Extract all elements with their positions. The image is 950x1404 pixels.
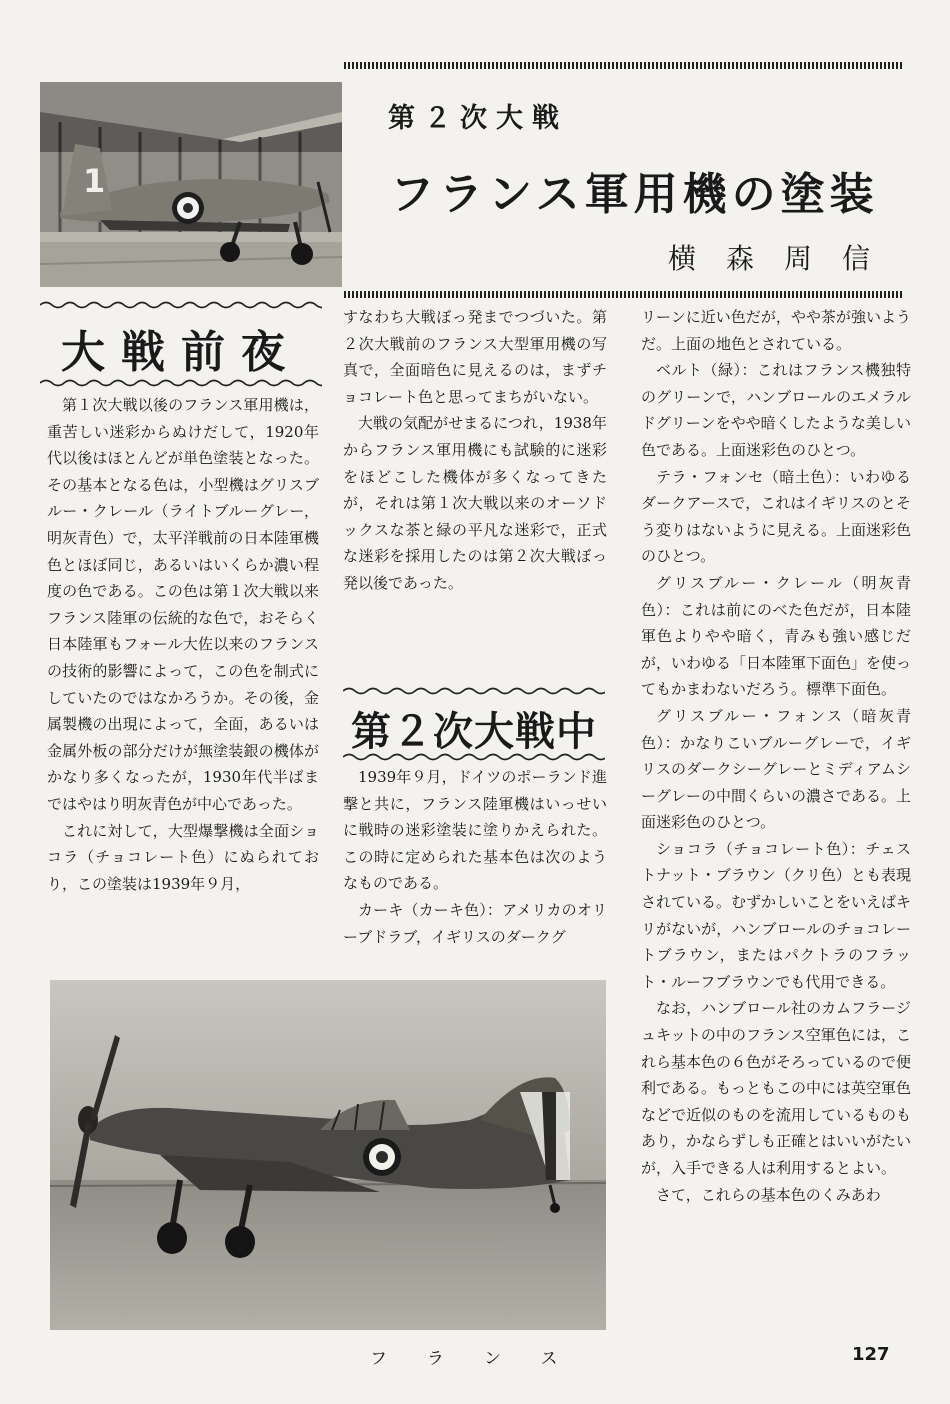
paragraph: すなわち大戦ぼっ発までつづいた。第２次大戦前のフランス大型軍用機の写真で，全面暗色に見えるのは，まずチョコレート色と思ってまちがいない。: [343, 308, 607, 406]
paragraph: 1939年９月，ドイツのポーランド進撃と共に，フランス陸軍機はいっせいに戦時の迷彩塗装に塗りかえられた。この時に定められた基本色は次のようなものである。: [343, 768, 607, 893]
wavy-rule-top: [40, 300, 322, 310]
author-name: 横森周信: [668, 242, 901, 275]
wavy-rule-bottom: [343, 752, 605, 762]
paragraph: さて，これらの基本色のくみあわ: [656, 1185, 881, 1204]
paragraph: リーンに近い色だが，やや茶が強いようだ。上面の地色とされている。: [641, 308, 911, 353]
section-heading-text: 第２次大戦中: [351, 708, 597, 755]
paragraph: グリスブルー・フォンス（暗灰青色）：かなりこいブルーグレーで，イギリスのダークシーグレーとミディアムシーグレーの中間くらいの濃さである。上面迷彩色のひとつ。: [641, 706, 912, 832]
paragraph: これに対して，大型爆撃機は全面ショコラ（チョコレート色）にぬられており，この塗装は1939年９月，: [47, 821, 319, 893]
section-heading-text: 大戦前夜: [61, 327, 301, 378]
paragraph: 第１次大戦以後のフランス軍用機は，重苦しい迷彩からぬけだして，1920年代以後はほとんどが単色塗装となった。その基本となる色は，小型機はグリスブルー・クレール（ライトブルーグレー，明灰青色）で，太平洋戦前の日本陸軍機色とほぼ同じ，あるいはいくらか濃い程度の色である。この色は第１次大戦以来フランス陸軍の伝統的な色で，おそらく日本陸軍もフォール大佐以来のフランスの技術的影響によって，この色を制式にしていたのではなかろうか。その後，金属製機の出現によって，全面，あるいは金属外板の部分だけが無塗装銀の機体がかなり多くなったが，1930年代半ばまではやはり明灰青色が中心であった。: [47, 396, 319, 813]
paragraph: カーキ（カーキ色）：アメリカのオリーブドラブ，イギリスのダークグ: [343, 900, 607, 946]
section-heading-1: [40, 300, 322, 388]
paragraph: ショコラ（チョコレート色）：チェストナット・ブラウン（クリ色）とも表現されている。むずかしいことをいえばキリがないが，ハンブロールのチョコレートブラウン，またはパクトラのフラット・ルーフブラウンでも代用できる。: [641, 839, 912, 991]
body-column-2-top: [343, 304, 607, 597]
body-column-1: [47, 392, 319, 897]
running-footer: フランス: [370, 1349, 598, 1369]
paragraph: 大戦の気配がせまるにつれ，1938年からフランス軍用機にも試験的に迷彩をほどこした機体が多くなってきたが，それは第１次大戦以来のオーソドックスな茶と緑の平凡な迷彩で，正式な迷彩を採用したのは第２次大戦ぼっ発以後であった。: [343, 414, 607, 592]
section-heading-2: [343, 686, 605, 762]
wavy-rule-bottom: [40, 378, 322, 388]
paragraph: なお，ハンブロール社のカムフラージュキットの中のフランス空軍色には，これら基本色の６色がそろっているので便利である。もっともこの中には英空軍色などで近似のものを流用しているものもあり，かならずしも正確とはいいがたいが，入手できる人は利用するとよい。: [641, 999, 912, 1177]
body-column-2-bottom: [343, 764, 607, 950]
photo-aircraft-hangar: [40, 82, 342, 287]
paragraph: ベルト（緑）：これはフランス機独特のグリーンで，ハンブロールのエメラルドグリーンをやや暗くしたような美しい色である。上面迷彩色のひとつ。: [641, 361, 911, 459]
series-title: 第２次大戦: [388, 103, 568, 134]
column-dotted-rule: [344, 291, 904, 298]
photo-aircraft-airfield: [50, 980, 606, 1330]
paragraph: テラ・フォンセ（暗土色）：いわゆるダークアースで，これはイギリスのとそう変りはないように見える。上面迷彩色のひとつ。: [641, 467, 912, 566]
page-number: 127: [852, 1344, 890, 1365]
header-dotted-rule: [344, 62, 904, 69]
body-column-3: [641, 304, 911, 1208]
paragraph: グリスブルー・クレール（明灰青色）：これは前にのべた色だが，日本陸軍色よりやや暗く，青みも強い感じだが，いわゆる「日本陸軍下面色」を使ってもかまわないだろう。標準下面色。: [641, 573, 912, 699]
article-title: フランス軍用機の塗装: [390, 169, 879, 220]
wavy-rule-top: [343, 686, 605, 696]
fuselage-number: 1: [83, 162, 106, 200]
